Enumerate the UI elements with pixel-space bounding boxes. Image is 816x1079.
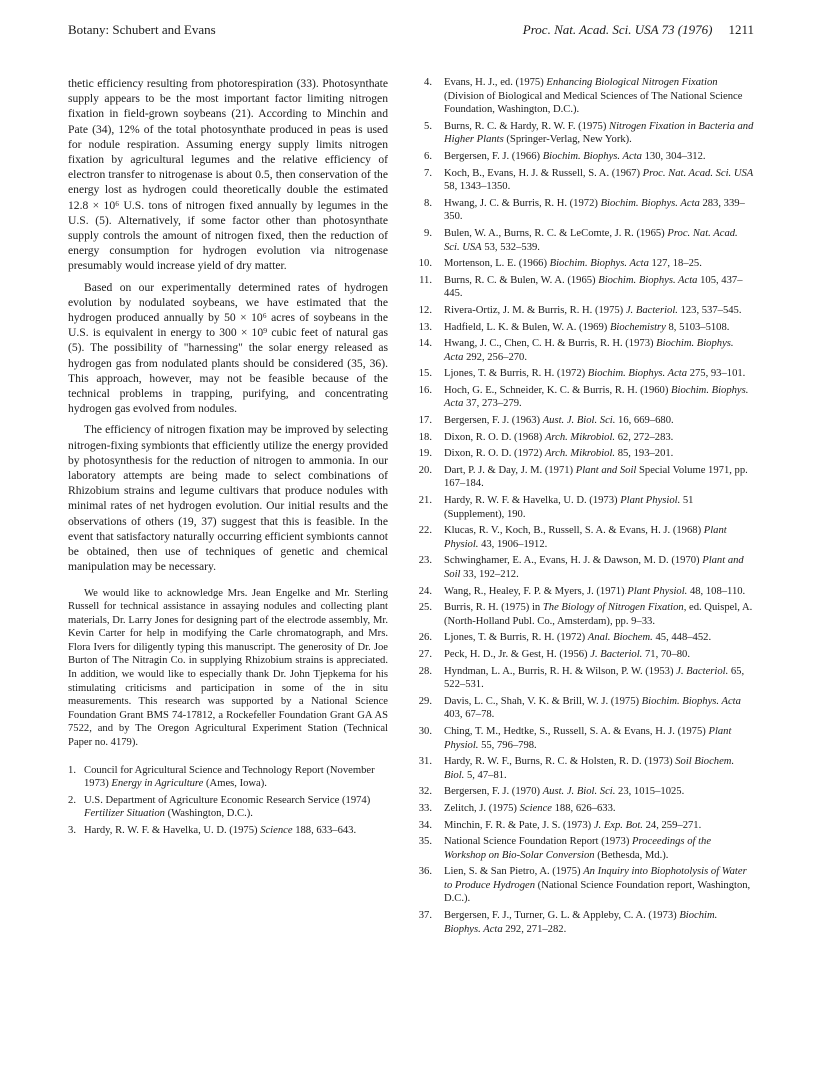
reference-details: (National Science Foundation report, Washington, D.C.).: [444, 879, 751, 905]
reference-authors: Bergersen, F. J., Turner, G. L. & Appleby, C. A. (1973): [444, 910, 680, 922]
reference-details: 16, 669–680.: [615, 415, 674, 427]
reference-details: (Division of Biological and Medical Sciences of The National Science Foundation, Washington, D.C.).: [444, 90, 743, 116]
reference-item: [418, 197, 754, 224]
reference-title: Biochim. Biophys. Acta: [444, 910, 718, 935]
reference-title: Fertilizer Situation: [84, 808, 165, 820]
reference-title: Biochim. Biophys. Acta: [542, 150, 642, 162]
reference-authors: Evans, H. J., ed. (1975): [444, 77, 547, 88]
reference-number: 10.: [418, 258, 432, 270]
reference-item: [418, 785, 754, 799]
reference-number: 9.: [424, 227, 432, 239]
reference-item: [418, 819, 754, 833]
reference-authors: Wang, R., Healey, F. P. & Myers, J. (1971): [444, 585, 628, 597]
reference-details: 85, 193–201.: [615, 448, 674, 460]
reference-authors: Ljones, T. & Burris, R. H. (1972): [444, 632, 588, 644]
reference-item: [418, 321, 754, 335]
reference-authors: Mortenson, L. E. (1966): [444, 258, 550, 270]
reference-authors: Burris, R. H. (1975) in: [444, 602, 543, 614]
reference-title: Arch. Mikrobiol.: [544, 431, 616, 443]
reference-item: [418, 695, 754, 722]
reference-item: [418, 554, 754, 581]
reference-details: 51 (Supplement), 190.: [444, 495, 694, 520]
reference-title: Aust. J. Biol. Sci.: [542, 415, 616, 427]
reference-authors: Dart, P. J. & Day, J. M. (1971): [444, 464, 576, 476]
reference-number: 27.: [418, 648, 432, 660]
reference-details: 123, 537–545.: [677, 304, 742, 316]
reference-item: [418, 414, 754, 428]
reference-item: [418, 367, 754, 381]
reference-number: 21.: [418, 495, 432, 507]
reference-item: [418, 447, 754, 461]
reference-authors: Burns, R. C. & Bulen, W. A. (1965): [444, 274, 599, 286]
reference-title: Plant Physiol.: [627, 585, 688, 597]
reference-item: [418, 725, 754, 752]
reference-details: 53, 532–539.: [481, 241, 540, 253]
reference-title: Biochim. Biophys. Acta: [444, 338, 734, 363]
reference-details: 65, 522–531.: [444, 665, 745, 691]
header-journal: [523, 22, 754, 38]
reference-authors: Lien, S. & San Pietro, A. (1975): [444, 866, 584, 878]
reference-item: [418, 227, 754, 254]
reference-authors: Bergersen, F. J. (1963): [444, 415, 543, 427]
reference-authors: Burns, R. C. & Hardy, R. W. F. (1975): [444, 120, 610, 132]
reference-item: [418, 601, 754, 628]
reference-details: 43, 1906–1912.: [478, 538, 548, 550]
reference-title: J. Bacteriol.: [590, 648, 643, 660]
reference-authors: Koch, B., Evans, H. J. & Russell, S. A. (1967): [444, 167, 643, 179]
reference-details: (Ames, Iowa).: [203, 778, 267, 790]
reference-item: [68, 824, 388, 838]
reference-title: Proceedings of the Workshop on Bio-Solar Conversion: [444, 836, 712, 861]
reference-item: [418, 909, 754, 936]
reference-number: 18.: [418, 431, 432, 443]
reference-item: [418, 631, 754, 645]
reference-title: Biochemistry: [609, 321, 666, 333]
reference-number: 35.: [418, 836, 432, 848]
reference-details: 48, 108–110.: [687, 585, 746, 597]
reference-details: 23, 1015–1025.: [615, 786, 685, 798]
reference-details: (Washington, D.C.).: [164, 808, 253, 820]
reference-number: 36.: [418, 866, 432, 878]
reference-number: 16.: [418, 384, 432, 396]
reference-details: (Springer-Verlag, New York).: [503, 134, 632, 146]
reference-title: Anal. Biochem.: [587, 632, 653, 644]
reference-details: 127, 18–25.: [648, 258, 702, 270]
reference-number: 2.: [68, 794, 76, 806]
reference-number: 32.: [418, 786, 432, 798]
reference-item: [418, 835, 754, 862]
reference-title: An Inquiry into Biophotolysis of Water to Produce Hydrogen: [444, 866, 747, 891]
reference-number: 22.: [418, 525, 432, 537]
reference-authors: Bergersen, F. J. (1966): [444, 150, 543, 162]
reference-number: 23.: [418, 555, 432, 567]
reference-authors: Hardy, R. W. F. & Havelka, U. D. (1975): [84, 825, 261, 836]
reference-authors: Hadfield, L. K. & Bulen, W. A. (1969): [444, 321, 610, 333]
reference-number: 8.: [424, 197, 432, 209]
reference-title: Science: [519, 802, 552, 814]
reference-details: 55, 796–798.: [478, 739, 537, 751]
reference-item: [418, 585, 754, 599]
reference-item: [418, 120, 754, 147]
reference-item: [418, 304, 754, 318]
reference-number: 30.: [418, 725, 432, 737]
reference-title: Biochim. Biophys. Acta: [641, 695, 741, 707]
reference-title: Proc. Nat. Acad. Sci. USA: [444, 227, 738, 253]
reference-number: 19.: [418, 448, 432, 460]
reference-item: [418, 665, 754, 692]
reference-list-right: [418, 76, 754, 936]
reference-title: Enhancing Biological Nitrogen Fixation: [546, 77, 718, 88]
reference-authors: Dixon, R. O. D. (1972): [444, 448, 545, 460]
reference-authors: Zelitch, J. (1975): [444, 802, 520, 814]
reference-details: 37, 273–279.: [463, 398, 522, 410]
reference-authors: Schwinghamer, E. A., Evans, H. J. & Dawson, M. D. (1970): [444, 555, 703, 567]
left-column: [68, 76, 388, 841]
reference-authors: Minchin, F. R. & Pate, J. S. (1973): [444, 819, 594, 831]
reference-title: Plant Physiol.: [620, 495, 681, 507]
reference-details: 283, 339–350.: [444, 197, 745, 223]
reference-number: 12.: [418, 304, 432, 316]
reference-number: 33.: [418, 802, 432, 814]
reference-item: [418, 150, 754, 164]
right-column: [418, 76, 754, 939]
reference-authors: Peck, H. D., Jr. & Gest, H. (1956): [444, 648, 591, 660]
reference-details: 188, 626–633.: [551, 802, 616, 814]
reference-details: (Bethesda, Md.).: [594, 849, 669, 861]
reference-number: 15.: [418, 368, 432, 380]
reference-details: , ed. Quispel, A. (North-Holland Publ. Co., Amsterdam), pp. 9–33.: [444, 602, 753, 627]
reference-details: 8, 5103–5108.: [665, 321, 730, 333]
reference-item: [418, 865, 754, 906]
reference-authors: Rivera-Ortiz, J. M. & Burris, R. H. (1975): [444, 304, 626, 316]
body-paragraph: thetic efficiency resulting from photorespiration (33). Photosynthate supply appears to be the most important factor limiting nitrogen fixation in field-grown soybeans (21). According to Minchin and Pate (34), 12% of the total photosynthate produced in peas is used for nodule respiration. Assuming energy supply limits nitrogen fixation by agricultural legumes and the relative efficiency of electron transfer to nitrogenase is about 0.5, then conservation of the energy lost as hydrogen could theoretically double the estimated 12.8 × 10⁶ U.S. tons of nitrogen fixed annually by legumes in the U.S. (5). Alternatively, if some factor other than photosynthate supply controls the amount of nitrogen fixed, then the reduction of energy consumption for hydrogen evolution via nitrogenase presumably would increase yield of dry matter.: [68, 77, 388, 273]
reference-number: 6.: [424, 150, 432, 162]
reference-number: 26.: [418, 632, 432, 644]
reference-number: 37.: [418, 910, 432, 922]
reference-title: Biochim. Biophys. Acta: [598, 274, 698, 286]
reference-item: [418, 337, 754, 364]
reference-title: Nitrogen Fixation in Bacteria and Higher Plants: [444, 120, 754, 146]
reference-title: Energy in Agriculture: [111, 778, 204, 790]
reference-title: Aust. J. Biol. Sci.: [542, 786, 616, 798]
reference-item: [418, 464, 754, 491]
reference-title: Plant Physiol.: [444, 725, 732, 751]
body-paragraph: Based on our experimentally determined rates of hydrogen evolution by nodulated soybeans, we have estimated that the hydrogen produced annually by 50 × 10⁶ acres of soybeans in the U.S. is equivalent in energy to 300 × 10⁹ cubic feet of natural gas (5). The possibility of "harnessing" the solar energy released as hydrogen gas from nodulated plants should be considered (35, 36). This approach, however, may not be feasible because of the technical problems in trapping, purifying, and concentrating hydrogen gas evolved from nodules.: [68, 280, 388, 416]
reference-details: 292, 256–270.: [463, 351, 527, 363]
reference-number: 17.: [418, 415, 432, 427]
reference-list-left: [68, 764, 388, 838]
reference-item: [68, 794, 388, 821]
reference-number: 7.: [424, 167, 432, 179]
reference-details: 24, 259–271.: [642, 819, 702, 831]
reference-authors: Ljones, T. & Burris, R. H. (1972): [444, 368, 588, 380]
reference-title: Plant Physiol.: [444, 525, 727, 550]
reference-details: 275, 93–101.: [687, 368, 746, 380]
reference-item: [418, 431, 754, 445]
reference-authors: National Science Foundation Report (1973): [444, 836, 632, 848]
reference-title: Biochim. Biophys. Acta: [549, 258, 649, 270]
reference-authors: Council for Agricultural Science and Technology Report (November 1973): [84, 764, 375, 790]
reference-details: Special Volume 1971, pp. 167–184.: [444, 464, 748, 490]
reference-number: 3.: [68, 825, 76, 836]
reference-number: 20.: [418, 464, 432, 476]
reference-number: 34.: [418, 819, 432, 831]
reference-details: 130, 304–312.: [641, 150, 706, 162]
reference-details: 33, 192–212.: [460, 569, 519, 580]
reference-authors: Hardy, R. W. F., Burns, R. C. & Holsten, R. D. (1973): [444, 756, 676, 768]
reference-number: 25.: [418, 602, 432, 614]
reference-details: 58, 1343–1350.: [444, 181, 511, 193]
reference-details: 45, 448–452.: [652, 632, 712, 644]
reference-title: J. Bacteriol.: [625, 304, 678, 316]
reference-details: 71, 70–80.: [642, 648, 690, 660]
reference-authors: Hardy, R. W. F. & Havelka, U. D. (1973): [444, 495, 621, 507]
reference-authors: Hyndman, L. A., Burris, R. H. & Wilson, P. W. (1953): [444, 665, 677, 677]
reference-number: 29.: [418, 695, 432, 707]
reference-details: 188, 633–643.: [292, 825, 357, 836]
reference-number: 14.: [418, 338, 432, 350]
running-header: [68, 22, 754, 40]
reference-item: [418, 76, 754, 117]
reference-item: [418, 802, 754, 816]
reference-item: [418, 494, 754, 521]
reference-number: 1.: [68, 764, 76, 776]
reference-title: Plant and Soil: [575, 464, 637, 476]
reference-details: 5, 47–81.: [464, 769, 507, 781]
reference-authors: Bulen, W. A., Burns, R. C. & LeComte, J. R. (1965): [444, 227, 668, 239]
reference-number: 24.: [418, 585, 432, 597]
reference-details: 292, 271–282.: [502, 923, 567, 935]
reference-title: Biochim. Biophys. Acta: [587, 368, 688, 380]
reference-item: [418, 648, 754, 662]
reference-item: [418, 524, 754, 551]
reference-details: 403, 67–78.: [444, 709, 495, 721]
reference-item: [418, 257, 754, 271]
reference-title: Proc. Nat. Acad. Sci. USA: [642, 167, 754, 179]
reference-authors: Hwang, J. C., Chen, C. H. & Burris, R. H. (1973): [444, 338, 657, 350]
reference-number: 5.: [424, 120, 432, 132]
reference-item: [418, 755, 754, 782]
reference-number: 13.: [418, 321, 432, 333]
reference-details: 62, 272–283.: [615, 431, 674, 443]
reference-authors: Klucas, R. V., Koch, B., Russell, S. A. & Evans, H. J. (1968): [444, 525, 704, 537]
reference-title: Science: [260, 825, 293, 836]
reference-number: 31.: [418, 756, 432, 768]
reference-title: The Biology of Nitrogen Fixation: [542, 602, 684, 614]
acknowledgment-paragraph: We would like to acknowledge Mrs. Jean Engelke and Mr. Sterling Russell for technical assistance in assaying nodules and collecting plant materials, Dr. Larry Jones for designing part of the electrode assembly, Mr. Kevin Carter for help in modifying the Carle chromatograph, and Mrs. Flora Ivers for diligently typing this manuscript. The generosity of Dr. Joe Burton of The Nitragin Co. in supplying Rhizobium strains is appreciated. In addition, we would like to especially thank Dr. John Tjepkema for his stimulating criticisms and participation in some of the in situ measurements. This research was supported by a National Science Foundation Grant BMS 74-17812, a Rockefeller Foundation Grant GA AS 7522, and by The Oregon Agricultural Experiment Station (Technical Paper no. 4179).: [68, 587, 388, 749]
reference-item: [418, 274, 754, 301]
reference-authors: Ching, T. M., Hedtke, S., Russell, S. A. & Evans, H. J. (1975): [444, 725, 709, 737]
reference-title: J. Bacteriol.: [676, 665, 729, 677]
reference-title: Biochim. Biophys. Acta: [600, 197, 700, 209]
header-journal-citation: Proc. Nat. Acad. Sci. USA 73 (1976): [522, 22, 713, 37]
reference-number: 28.: [418, 665, 432, 677]
reference-title: J. Exp. Bot.: [593, 819, 643, 831]
reference-title: Arch. Mikrobiol.: [544, 448, 616, 460]
reference-item: [418, 384, 754, 411]
header-section-authors: Botany: Schubert and Evans: [68, 22, 216, 37]
page-number: 1211: [728, 22, 754, 37]
reference-authors: Bergersen, F. J. (1970): [444, 786, 543, 798]
reference-authors: U.S. Department of Agriculture Economic Research Service (1974): [84, 794, 371, 806]
reference-item: [418, 167, 754, 194]
reference-title: Biochim. Biophys. Acta: [444, 384, 749, 410]
reference-details: 105, 437–445.: [444, 274, 743, 300]
reference-authors: Hoch, G. E., Schneider, K. C. & Burris, R. H. (1960): [444, 384, 672, 396]
reference-authors: Davis, L. C., Shah, V. K. & Brill, W. J. (1975): [444, 695, 642, 707]
reference-item: [68, 764, 388, 791]
body-paragraph: The efficiency of nitrogen fixation may be improved by selecting nitrogen-fixing symbionts that efficiently utilize the energy provided by photosynthesis for the reduction of nitrogen to ammonia. In our laboratory attempts are being made to select combinations of Rhizobium strains and legume cultivars that produce nodules with minimal rates of net hydrogen evolution. Our initial results and the observations of others (19, 37) suggest that this is feasible. In the event that satisfactory naturally occurring efficient symbionts cannot be obtained, then use of techniques of genetic and chemical manipulation may be necessary.: [68, 423, 388, 574]
reference-number: 11.: [419, 274, 432, 286]
reference-number: 4.: [424, 77, 432, 88]
reference-title: Plant and Soil: [444, 555, 744, 580]
reference-authors: Dixon, R. O. D. (1968): [444, 431, 545, 443]
reference-authors: Hwang, J. C. & Burris, R. H. (1972): [444, 197, 601, 209]
reference-title: Soil Biochem. Biol.: [444, 756, 735, 781]
